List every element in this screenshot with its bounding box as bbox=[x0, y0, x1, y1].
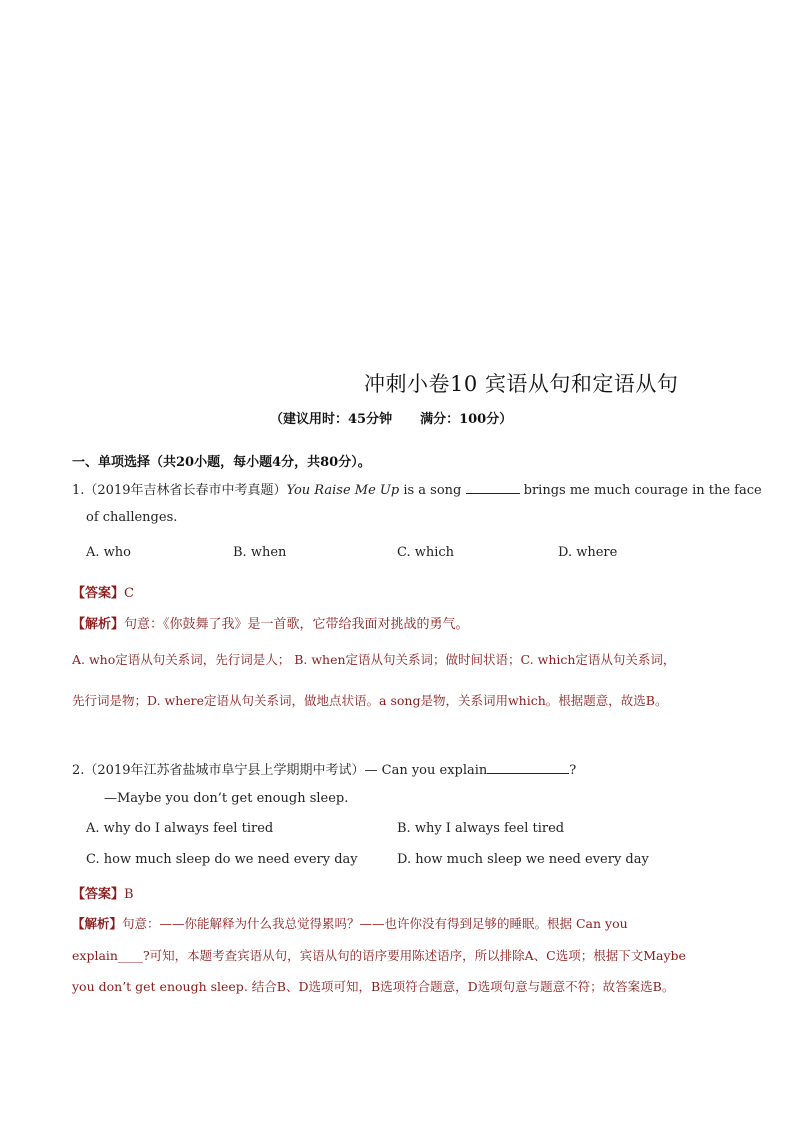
explanation-1-line-2: A. who定语从句关系词，先行词是人； B. when定语从句关系词；做时间状语；C. which定语从句关系词， bbox=[72, 652, 676, 667]
explanation-text: 句意：《你鼓舞了我》是一首歌，它带给我面对挑战的勇气。 bbox=[124, 617, 469, 632]
answer-blank bbox=[466, 481, 520, 494]
question-number: 1. bbox=[72, 483, 85, 498]
answer-value: B bbox=[124, 887, 134, 902]
question-1-stem-cont: of challenges. bbox=[86, 510, 178, 525]
answer-tag: 【答案】 bbox=[72, 887, 125, 902]
subtitle bbox=[270, 408, 512, 427]
explanation-tag: 【解析】 bbox=[72, 916, 123, 931]
option-a: A. why do I always feel tired bbox=[86, 821, 274, 836]
option-a: A. who bbox=[86, 545, 131, 560]
explanation-2-line-1 bbox=[72, 914, 628, 932]
full-score: 满分：100分） bbox=[420, 412, 513, 427]
question-number: 2. bbox=[72, 763, 85, 778]
question-1-stem bbox=[72, 479, 762, 498]
explanation-text: 句意：——你能解释为什么我总觉得累吗？——也许你没有得到足够的睡眠。根据 Can you bbox=[122, 916, 628, 931]
option-b: B. when bbox=[233, 545, 287, 560]
option-d: D. how much sleep we need every day bbox=[397, 852, 649, 867]
explanation-2-line-2: explain____?可知，本题考查宾语从句，宾语从句的语序要用陈述语序，所以排除A、C选项；根据下文Maybe bbox=[72, 948, 686, 963]
option-c: C. which bbox=[397, 545, 455, 560]
stem-text: is a song bbox=[399, 483, 466, 498]
answer-blank bbox=[487, 761, 569, 774]
question-source: （2019年江苏省盐城市阜宁县上学期期中考试） bbox=[84, 763, 365, 778]
explanation-1-line-3: 先行词是物；D. where定语从句关系词，做地点状语。a song是物，关系词用which。根据题意，故选B。 bbox=[72, 693, 668, 708]
answer-1 bbox=[72, 582, 134, 601]
section-heading: 一、单项选择（共20小题，每小题4分，共80分）。 bbox=[72, 455, 371, 470]
stem-text: brings me much courage in the face bbox=[519, 483, 762, 498]
question-2-reply: —Maybe you don’t get enough sleep. bbox=[104, 791, 349, 806]
stem-text: ? bbox=[569, 763, 577, 778]
question-2-stem bbox=[72, 759, 576, 778]
option-d: D. where bbox=[558, 545, 618, 560]
answer-2 bbox=[72, 883, 134, 902]
explanation-2-line-3: you don’t get enough sleep. 结合B、D选项可知，B选项符合题意，D选项句意与题意不符；故答案选B。 bbox=[72, 979, 675, 994]
stem-text: — Can you explain bbox=[364, 763, 488, 778]
song-title: You Raise Me Up bbox=[286, 483, 400, 498]
option-c: C. how much sleep do we need every day bbox=[86, 852, 358, 867]
option-b: B. why I always feel tired bbox=[397, 821, 565, 836]
explanation-1-line-1 bbox=[72, 613, 469, 632]
question-source: （2019年吉林省长春市中考真题） bbox=[84, 483, 287, 498]
page-title: 冲刺小卷10 宾语从句和定语从句 bbox=[364, 372, 679, 396]
explanation-tag: 【解析】 bbox=[72, 617, 125, 632]
answer-value: C bbox=[124, 586, 134, 601]
suggested-time: （建议用时：45分钟 bbox=[270, 412, 393, 427]
answer-tag: 【答案】 bbox=[72, 586, 125, 601]
